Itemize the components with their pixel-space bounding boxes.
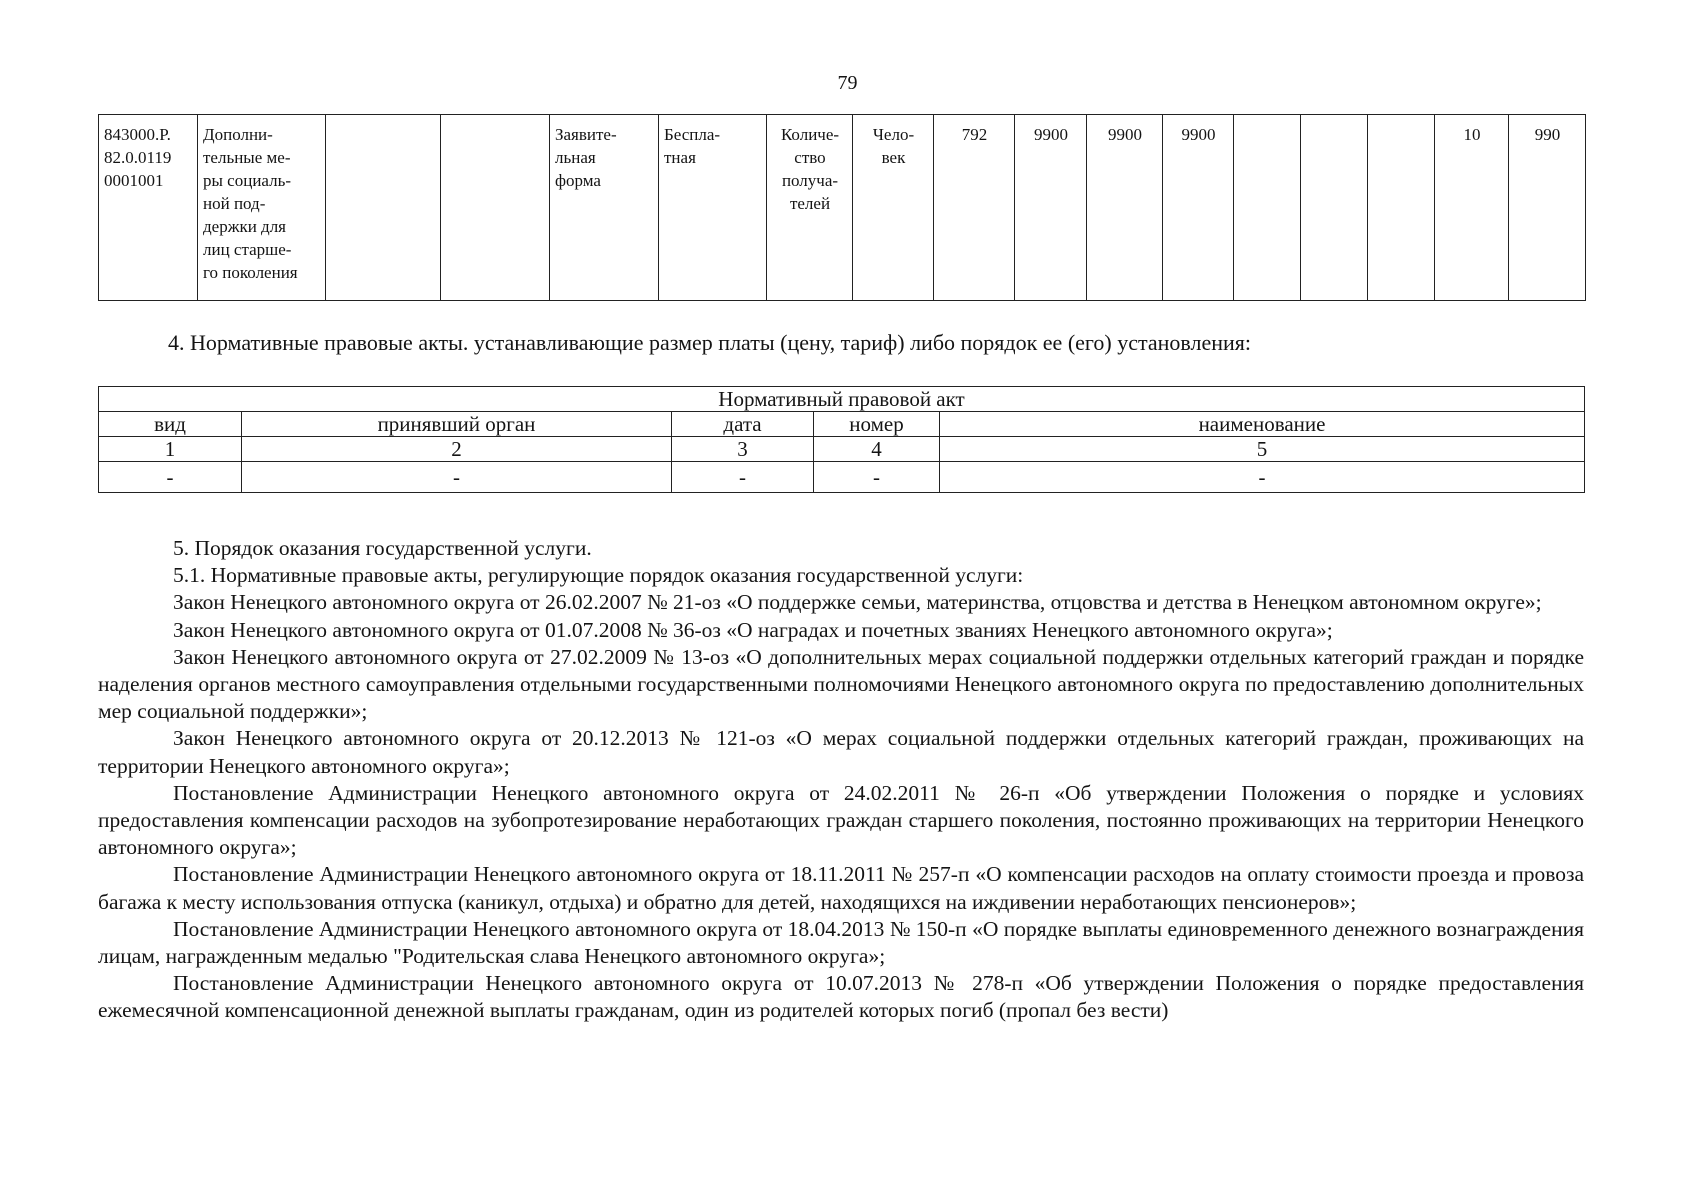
- table-header-cell: принявший орган: [242, 412, 672, 437]
- service-table: [98, 114, 1586, 301]
- table-cell: [198, 115, 326, 301]
- table-cell: [326, 115, 441, 301]
- paragraph: Постановление Администрации Ненецкого автономного округа от 10.07.2013 № 278-п «Об утверждении Положения о порядке предоставления ежемесячной компенсационной денежной выплаты гражданам, один из родителей которых погиб (пропал без вести): [98, 971, 1584, 1023]
- table-header-cell: наименование: [940, 412, 1585, 437]
- cell-text: 843000.Р. 82.0.0119 0001001: [104, 125, 172, 190]
- table-cell: 1: [99, 437, 242, 462]
- table-cell: [441, 115, 550, 301]
- table-cell: [853, 115, 934, 301]
- paragraph: Постановление Администрации Ненецкого автономного округа от 24.02.2011 № 26-п «Об утверждении Положения о порядке и условиях предоставления компенсации расходов на зубопротезирование неработающих граждан старшего поколения, постоянно проживающих на территории Ненецкого автономного округа»;: [98, 780, 1584, 860]
- table-cell: [1301, 115, 1368, 301]
- table-cell: -: [672, 462, 814, 493]
- paragraph: Постановление Администрации Ненецкого автономного округа от 18.04.2013 № 150-п «О порядке выплаты единовременного денежного вознаграждения лицам, награжденным медалью "Родительская слава Ненецкого автономного округа»;: [98, 916, 1584, 969]
- table-cell: [550, 115, 659, 301]
- cell-text: Чело- век: [872, 125, 915, 167]
- paragraph: Постановление Администрации Ненецкого автономного округа от 18.11.2011 № 257-п «О компенсации расходов на оплату стоимости проезда и провоза багажа к месту использования отпуска (каникул, отдыха) и обратно для детей, находящихся на иждивении неработающих пенсионеров»;: [98, 862, 1584, 914]
- table-cell: [767, 115, 853, 301]
- paragraph: Закон Ненецкого автономного округа от 27.02.2009 № 13-оз «О дополнительных мерах социальной поддержки отдельных категорий граждан и порядке наделения органов местного самоуправления отдельными государственными полномочиями Ненецкого автономного округа по предоставлению дополнительных мер социальной поддержки»;: [98, 644, 1584, 724]
- cell-text: 9900: [1034, 125, 1068, 144]
- cell-text: Дополни- тельные ме- ры социаль- ной под- держки для лиц старше- го поколения: [203, 125, 298, 282]
- table-cell: -: [99, 462, 242, 493]
- table-cell: [1234, 115, 1301, 301]
- table-cell: [1435, 115, 1509, 301]
- table-cell: [99, 115, 198, 301]
- cell-text: 9900: [1181, 125, 1216, 144]
- acts-table: [98, 386, 1585, 493]
- table-cell: [1015, 115, 1087, 301]
- table-cell: 5: [940, 437, 1585, 462]
- cell-text: 792: [961, 125, 988, 144]
- section-4-heading: 4. Нормативные правовые акты. устанавливающие размер платы (цену, тариф) либо порядок ее (его) установления:: [168, 330, 1252, 355]
- cell-text: Беспла- тная: [664, 125, 721, 167]
- table-row: [99, 437, 1585, 462]
- cell-text: 9900: [1108, 125, 1142, 144]
- cell-text: 990: [1534, 125, 1561, 144]
- table-cell: 4: [814, 437, 940, 462]
- table-row: [99, 115, 1586, 301]
- paragraph: Закон Ненецкого автономного округа от 26.02.2007 № 21-оз «О поддержке семьи, материнства, отцовства и детства в Ненецком автономном округе»;: [173, 590, 1542, 615]
- table-cell: 3: [672, 437, 814, 462]
- table-header-cell: номер: [814, 412, 940, 437]
- body-text: [98, 535, 1584, 1025]
- table-cell: -: [940, 462, 1585, 493]
- table-row: [99, 412, 1585, 437]
- cell-text: Заявите- льная форма: [555, 125, 617, 190]
- table-header-cell: вид: [99, 412, 242, 437]
- page-number: 79: [837, 72, 858, 94]
- paragraph: Закон Ненецкого автономного округа от 01.07.2008 № 36-оз «О наградах и почетных званиях Ненецкого автономного округа»;: [173, 617, 1333, 642]
- paragraph: 5.1. Нормативные правовые акты, регулирующие порядок оказания государственной услуги:: [173, 563, 1024, 588]
- cell-text: Количе- ство получа- телей: [780, 125, 840, 213]
- table-cell: [1368, 115, 1435, 301]
- cell-text: 10: [1463, 125, 1481, 144]
- paragraph: Закон Ненецкого автономного округа от 20.12.2013 № 121-оз «О мерах социальной поддержки отдельных категорий граждан, проживающих на территории Ненецкого автономного округа»;: [98, 726, 1584, 778]
- table-cell: [1087, 115, 1163, 301]
- table-cell: -: [242, 462, 672, 493]
- table-cell: [1163, 115, 1234, 301]
- table-header-cell: дата: [672, 412, 814, 437]
- acts-table-title: Нормативный правовой акт: [99, 387, 1585, 412]
- table-cell: -: [814, 462, 940, 493]
- table-cell: [934, 115, 1015, 301]
- table-cell: [659, 115, 767, 301]
- table-cell: 2: [242, 437, 672, 462]
- table-cell: [1509, 115, 1586, 301]
- paragraph: 5. Порядок оказания государственной услуги.: [173, 536, 592, 560]
- table-row: [99, 462, 1585, 493]
- table-row: [99, 387, 1585, 412]
